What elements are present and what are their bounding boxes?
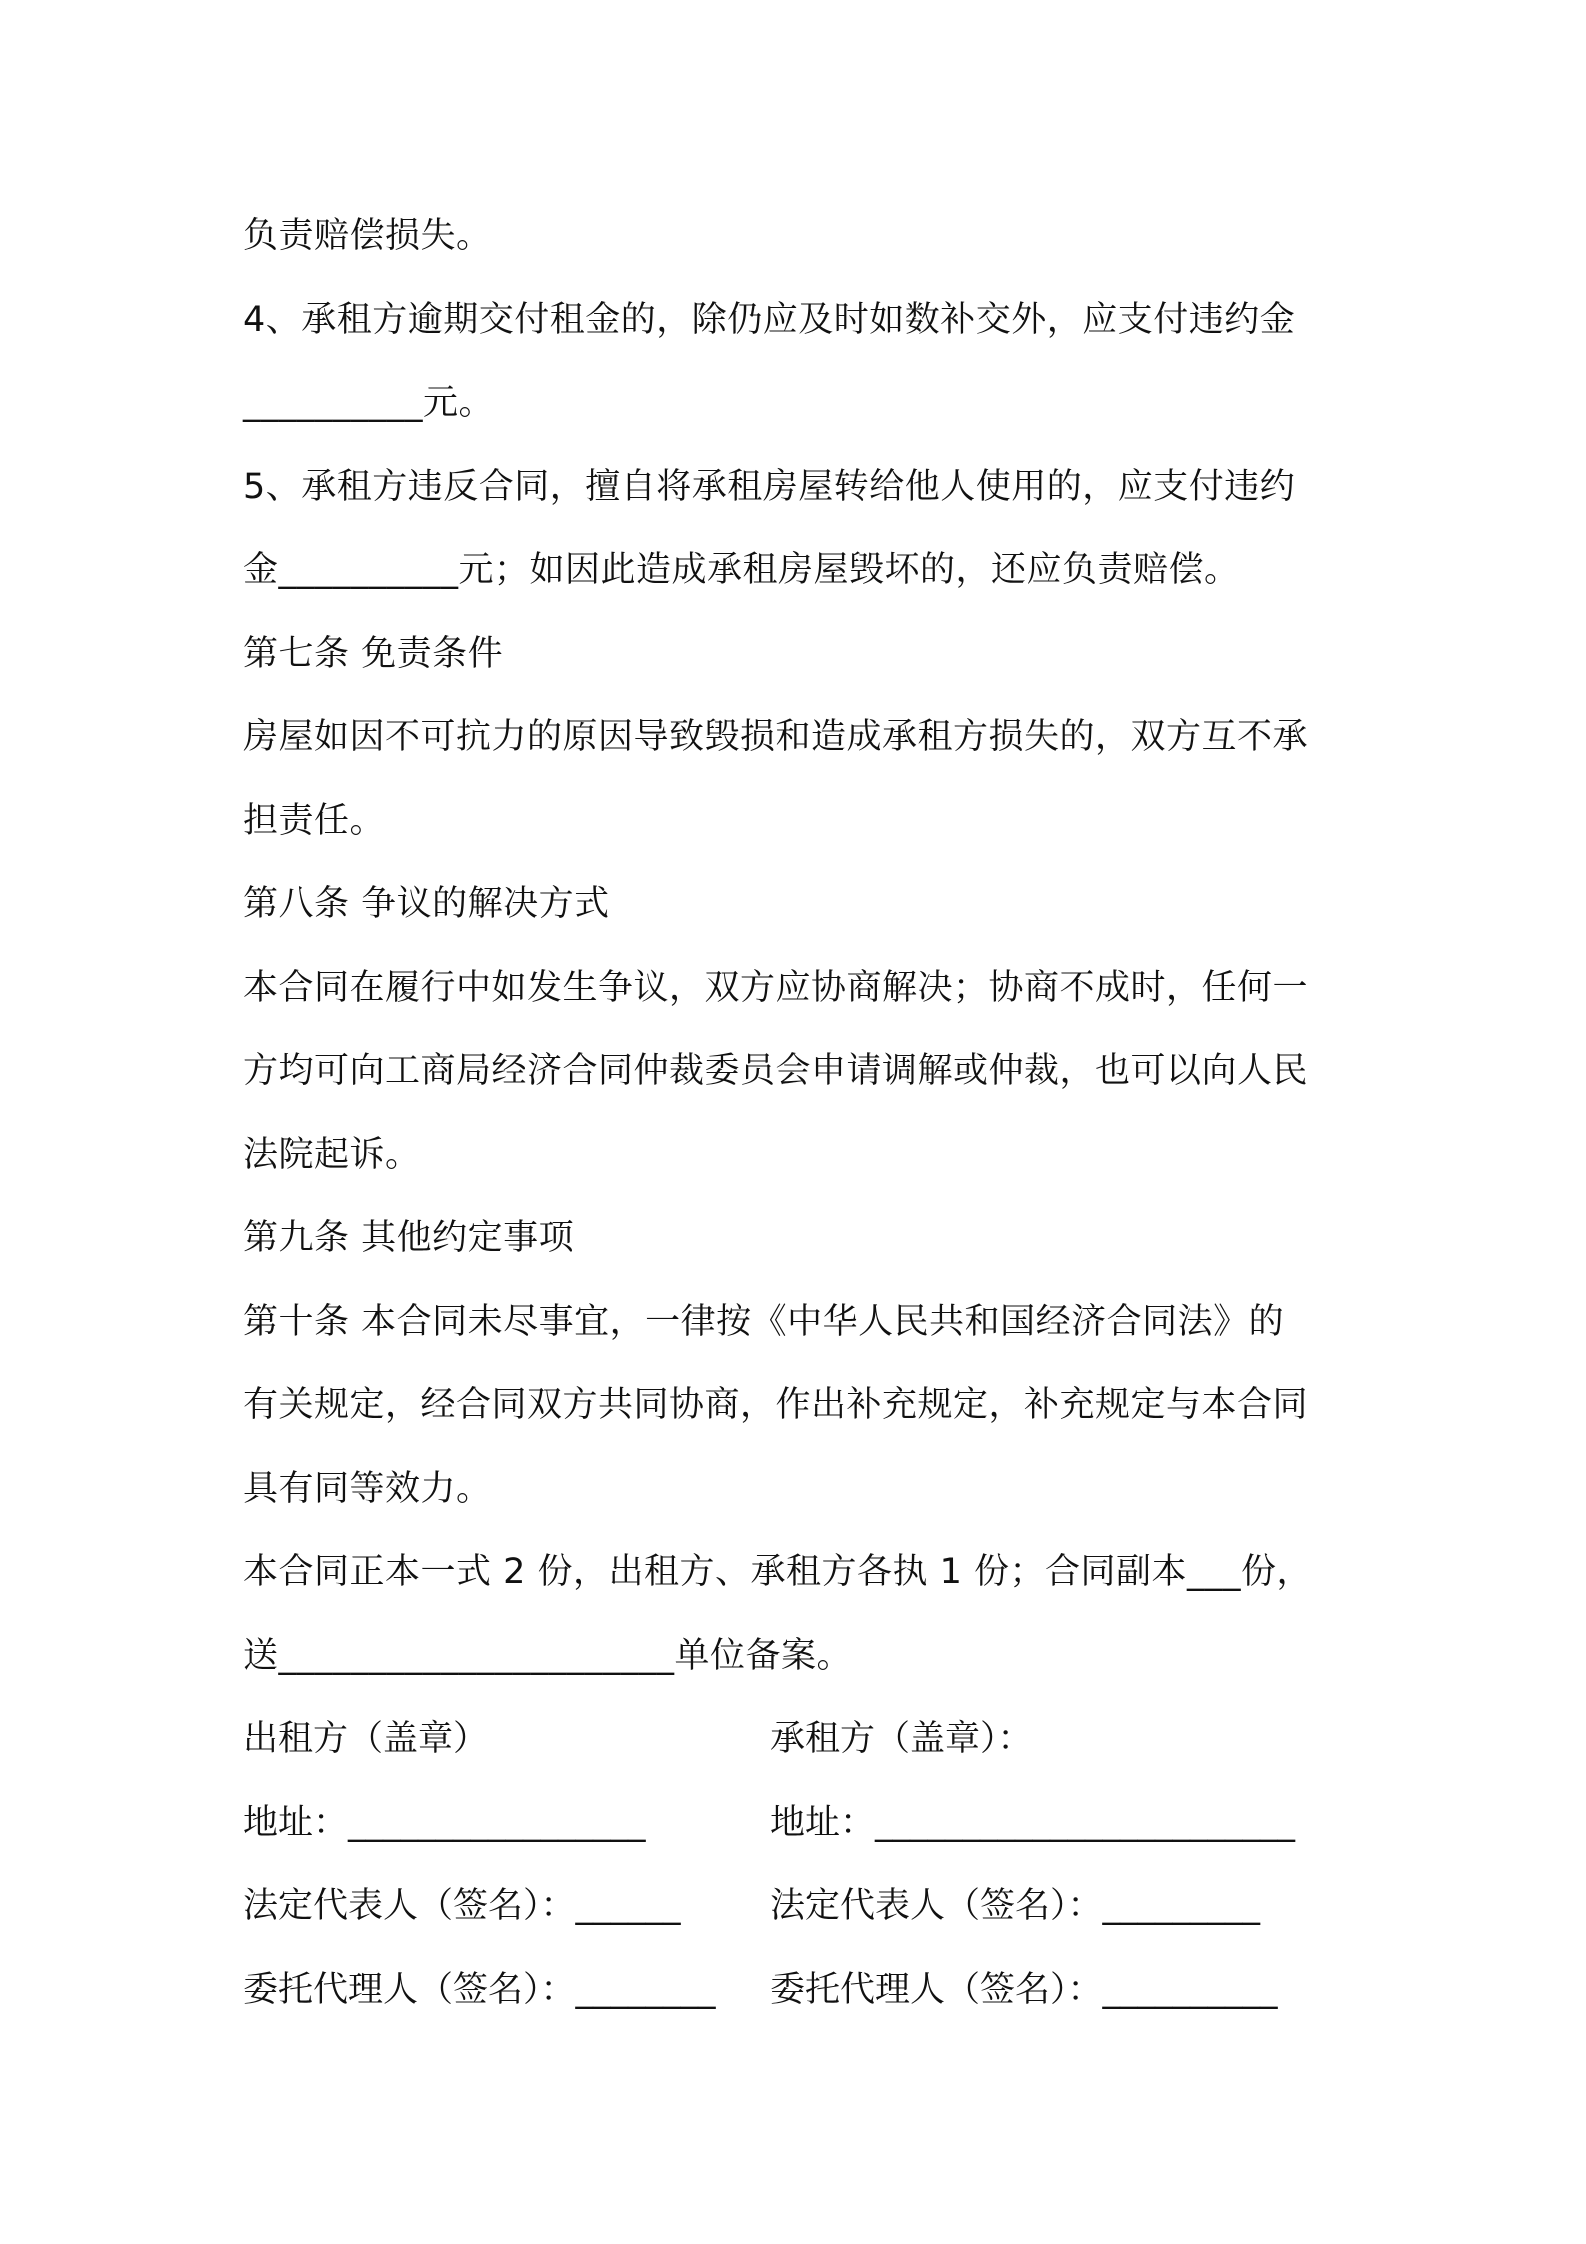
lessor-legal-rep-field: 法定代表人（签名）：______ xyxy=(243,1886,681,1926)
lessor-address-field: 地址：_________________ xyxy=(243,1802,646,1843)
lessee-agent-field: 委托代理人（签名）：__________ xyxy=(770,1969,1278,2010)
text-line: 负责赔偿损失。 xyxy=(243,216,492,256)
signature-row-legal-rep xyxy=(243,1865,1363,1949)
signature-row-seal xyxy=(243,1698,1363,1782)
text-line: 具有同等效力。 xyxy=(243,1468,492,1509)
text-line: 本合同在履行中如发生争议，双方应协商解决；协商不成时，任何一 xyxy=(243,967,1309,1008)
lessee-seal-label: 承租方（盖章）： xyxy=(770,1719,1033,1759)
text-line: 5、承租方违反合同，擅自将承租房屋转给他人使用的，应支付违约 xyxy=(243,466,1296,507)
section-heading: 第九条 其他约定事项 xyxy=(243,1218,575,1258)
text-line: 金__________元；如因此造成承租房屋毁坏的，还应负责赔偿。 xyxy=(243,550,1240,590)
text-line: 方均可向工商局经济合同仲裁委员会申请调解或仲裁，也可以向人民 xyxy=(243,1051,1309,1091)
lessor-agent-field: 委托代理人（签名）：________ xyxy=(243,1969,716,2010)
text-line: 送______________________单位备案。 xyxy=(243,1635,853,1676)
lessor-seal-label: 出租方（盖章） xyxy=(243,1719,489,1759)
text-line: 法院起诉。 xyxy=(243,1134,421,1175)
text-line: 有关规定，经合同双方共同协商，作出补充规定，补充规定与本合同 xyxy=(243,1385,1309,1425)
signature-row-agent xyxy=(243,1949,1363,2033)
section-heading: 第十条 本合同未尽事宜，一律按《中华人民共和国经济合同法》的 xyxy=(243,1301,1285,1342)
text-line: 担责任。 xyxy=(243,800,386,841)
lessee-address-field: 地址：________________________ xyxy=(770,1802,1296,1843)
section-heading: 第七条 免责条件 xyxy=(243,633,504,674)
lessee-legal-rep-field: 法定代表人（签名）：_________ xyxy=(770,1886,1261,1926)
document-body xyxy=(243,195,1363,2032)
section-heading: 第八条 争议的解决方式 xyxy=(243,884,610,924)
signature-row-address xyxy=(243,1782,1363,1866)
text-line: 房屋如因不可抗力的原因导致毁损和造成承租方损失的，双方互不承 xyxy=(243,717,1309,757)
text-line: __________元。 xyxy=(243,383,495,423)
text-line: 本合同正本一式 2 份，出租方、承租方各执 1 份；合同副本___份， xyxy=(243,1552,1313,1592)
text-line: 4、承租方逾期交付租金的，除仍应及时如数补交外，应支付违约金 xyxy=(243,299,1296,340)
